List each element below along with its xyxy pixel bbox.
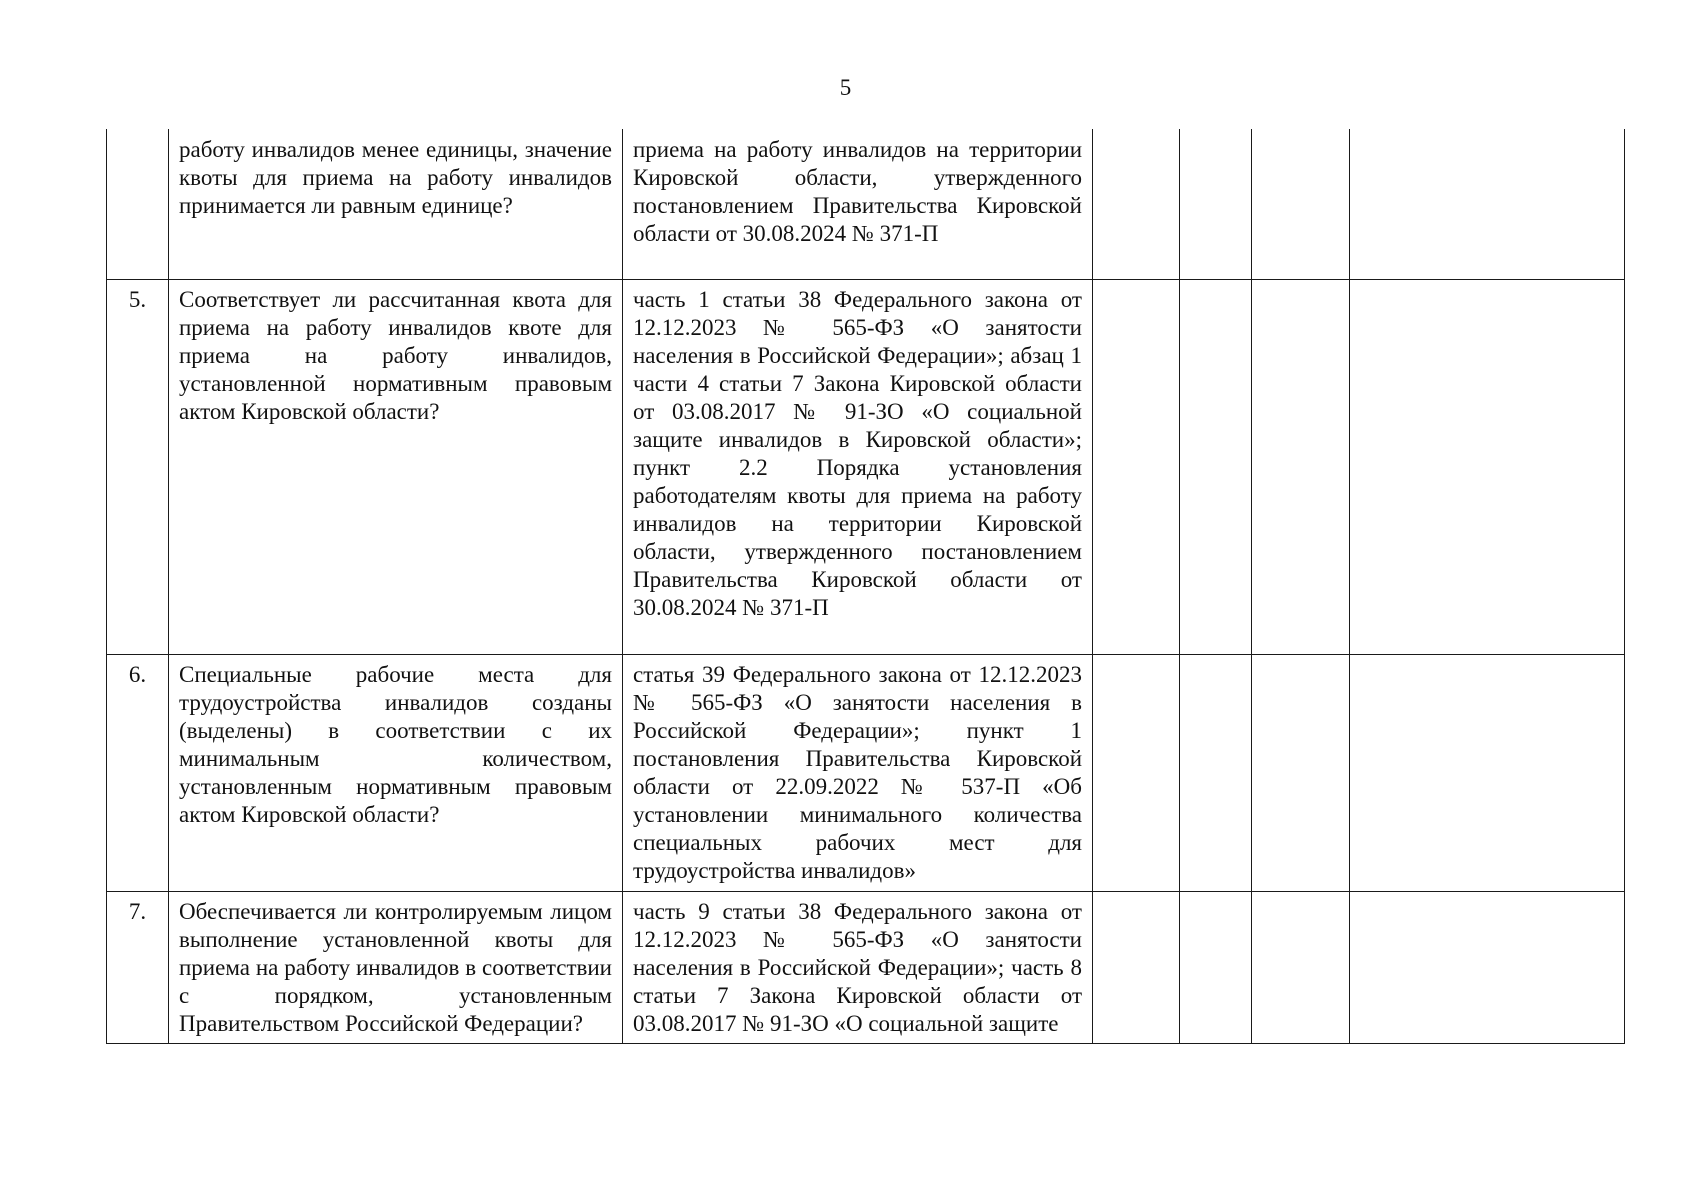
answer-no-cell[interactable] [1180, 279, 1252, 654]
question-cell: работу инвалидов менее единицы, значение квоты для приема на работу инвалидов принимается ли равным единице? [169, 129, 623, 279]
reference-cell: часть 1 статьи 38 Федерального закона от 12.12.2023 № 565-ФЗ «О занятости населения в Российской Федерации»; абзац 1 части 4 статьи 7 Закона Кировской области от 03.08.2017 № 91-ЗО «О социальной защите инвалидов в Кировской области»; пункт 2.2 Порядка установления работодателям квоты для приема на работу инвалидов на территории Кировской области, утвержденного постановлением Правительства Кировской области от 30.08.2024 № 371-П [623, 279, 1093, 654]
question-cell: Специальные рабочие места для трудоустройства инвалидов созданы (выделены) в соответствии с их минимальным количеством, установленным нормативным правовым актом Кировской области? [169, 654, 623, 891]
answer-na-cell[interactable] [1252, 654, 1350, 891]
notes-cell[interactable] [1350, 891, 1625, 1043]
notes-cell[interactable] [1350, 279, 1625, 654]
reference-cell: часть 9 статьи 38 Федерального закона от 12.12.2023 № 565-ФЗ «О занятости населения в Российской Федерации»; часть 8 статьи 7 Закона Кировской области от 03.08.2017 № 91-ЗО «О социальной защите [623, 891, 1093, 1043]
row-number: 7. [107, 891, 169, 1043]
answer-no-cell[interactable] [1180, 129, 1252, 279]
answer-yes-cell[interactable] [1093, 654, 1180, 891]
notes-cell[interactable] [1350, 129, 1625, 279]
answer-yes-cell[interactable] [1093, 891, 1180, 1043]
row-number [107, 129, 169, 279]
answer-na-cell[interactable] [1252, 279, 1350, 654]
answer-yes-cell[interactable] [1093, 279, 1180, 654]
reference-cell: статья 39 Федерального закона от 12.12.2023 № 565-ФЗ «О занятости населения в Российской Федерации»; пункт 1 постановления Правительства Кировской области от 22.09.2022 № 537-П «Об установлении минимального количества специальных рабочих мест для трудоустройства инвалидов» [623, 654, 1093, 891]
table-row [107, 279, 1625, 654]
reference-cell: приема на работу инвалидов на территории Кировской области, утвержденного постановлением Правительства Кировской области от 30.08.2024 № 371-П [623, 129, 1093, 279]
table-row [107, 129, 1625, 279]
answer-no-cell[interactable] [1180, 891, 1252, 1043]
answer-yes-cell[interactable] [1093, 129, 1180, 279]
page-number: 5 [839, 75, 852, 100]
question-cell: Соответствует ли рассчитанная квота для приема на работу инвалидов квоте для приема на работу инвалидов, установленной нормативным правовым актом Кировской области? [169, 279, 623, 654]
notes-cell[interactable] [1350, 654, 1625, 891]
answer-na-cell[interactable] [1252, 891, 1350, 1043]
row-number: 5. [107, 279, 169, 654]
checklist-table [106, 129, 1625, 1044]
question-cell: Обеспечивается ли контролируемым лицом выполнение установленной квоты для приема на работу инвалидов в соответствии с порядком, установленным Правительством Российской Федерации? [169, 891, 623, 1043]
answer-na-cell[interactable] [1252, 129, 1350, 279]
table-row [107, 891, 1625, 1043]
table-row [107, 654, 1625, 891]
answer-no-cell[interactable] [1180, 654, 1252, 891]
row-number: 6. [107, 654, 169, 891]
